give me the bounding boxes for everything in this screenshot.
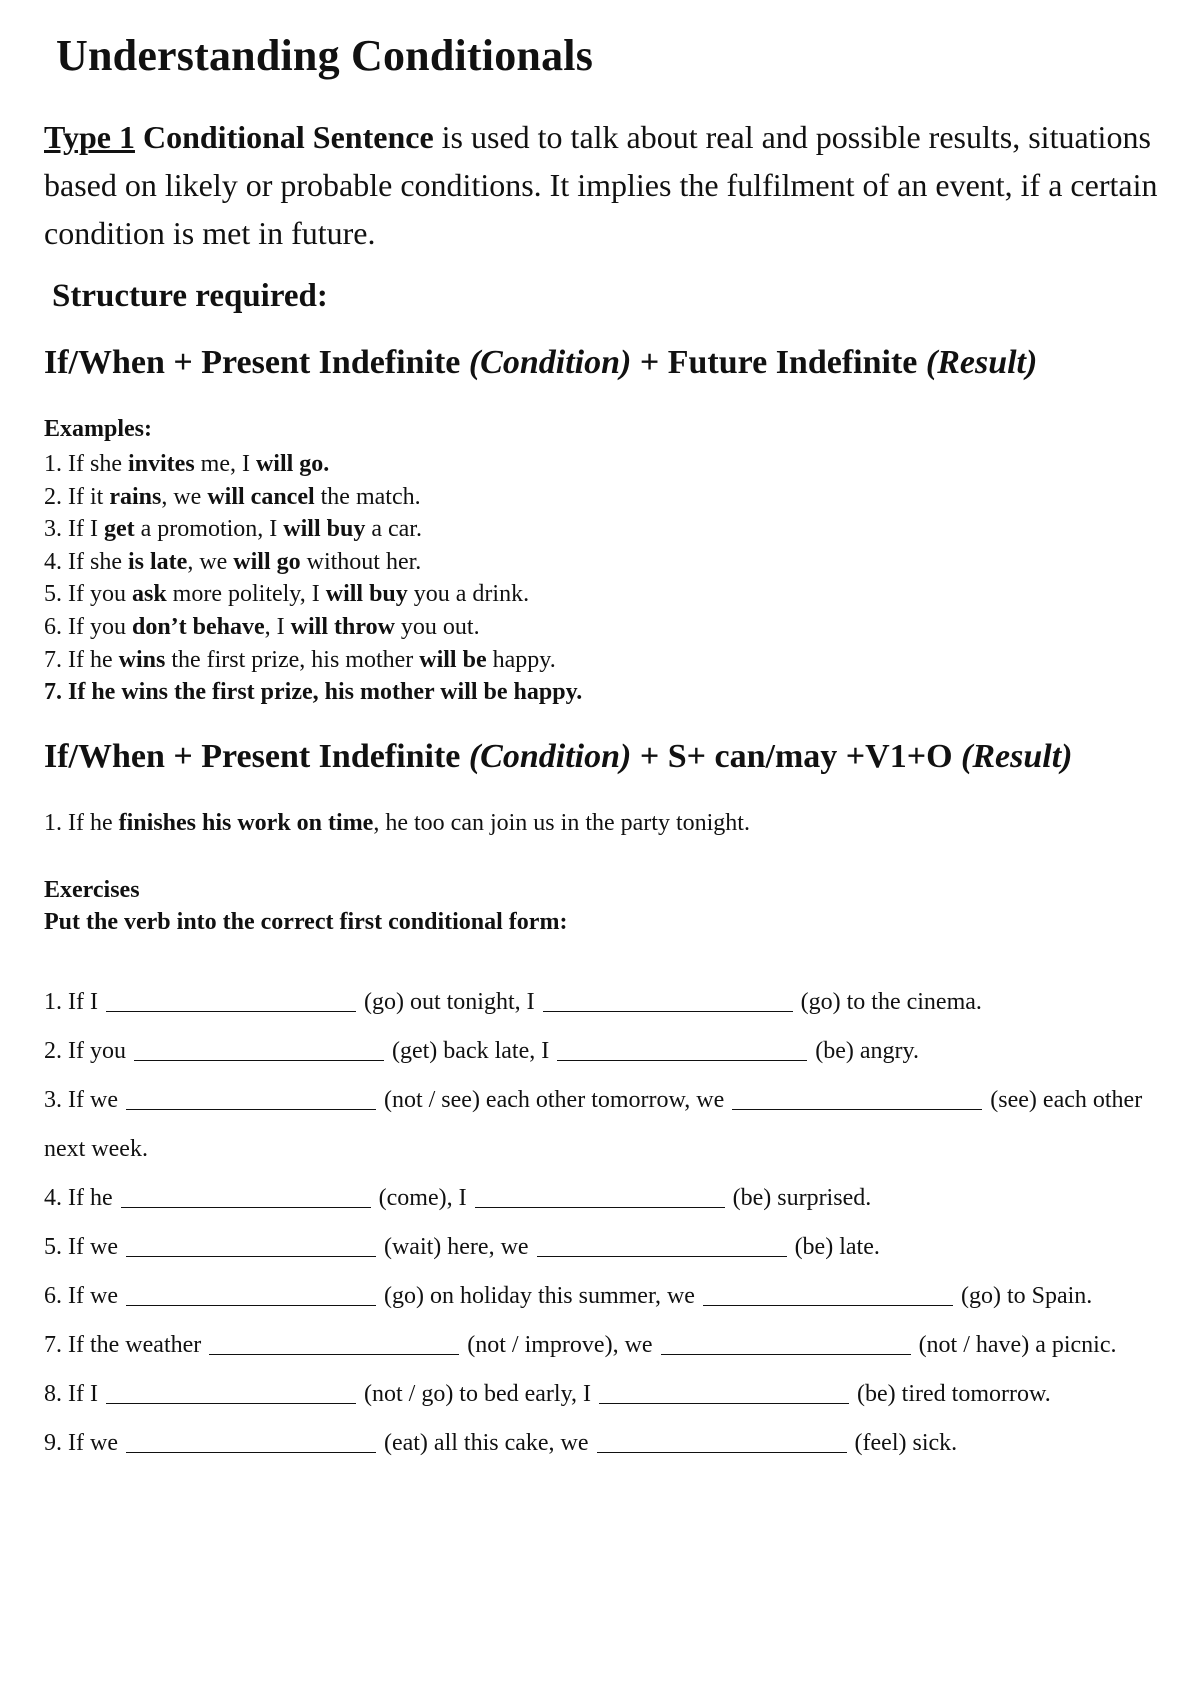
example-item xyxy=(44,546,582,579)
text-segment: 4. If she xyxy=(44,548,128,575)
text-segment: , he too can join us in the party tonight. xyxy=(373,810,750,836)
bold-segment: finishes his work on time xyxy=(118,810,374,836)
answer-blank[interactable] xyxy=(599,1402,849,1404)
exercise-text: (go) to Spain. xyxy=(960,1283,1093,1309)
exercise-text: (get) back late, I xyxy=(391,1038,550,1064)
bold-segment: invites xyxy=(127,451,195,477)
exercise-text: 9. If we xyxy=(44,1430,118,1456)
bold-segment: is late xyxy=(127,548,188,575)
exercise-text: (see) each other next week. xyxy=(44,1087,1143,1162)
bold-segment: will buy xyxy=(283,516,366,543)
text-segment: 7. If he xyxy=(44,646,119,673)
exercise-text: (not / improve), we xyxy=(467,1332,653,1358)
bold-segment: ask xyxy=(131,581,167,608)
answer-blank[interactable] xyxy=(661,1353,911,1355)
bold-segment: 7. If he wins the first prize, his mother will be happy. xyxy=(44,679,583,706)
exercise-text: (be) surprised. xyxy=(732,1185,872,1211)
exercise-text: (not / have) a picnic. xyxy=(918,1332,1117,1358)
exercise-item xyxy=(44,1223,1164,1272)
exercise-text: (go) on holiday this summer, we xyxy=(383,1283,695,1309)
exercise-text: (feel) sick. xyxy=(854,1430,958,1456)
answer-blank[interactable] xyxy=(126,1108,376,1110)
text-segment: 3. If I xyxy=(44,516,104,543)
exercise-item xyxy=(44,1321,1164,1370)
text-segment: without her. xyxy=(300,548,422,575)
exercise-text: (be) late. xyxy=(794,1234,880,1260)
intro-text: is used to talk about real and possible results, situations based on likely or probable conditions. It implies the fulfilment of an event, if a certain condition is met in future. xyxy=(44,119,1158,251)
answer-blank[interactable] xyxy=(134,1059,384,1061)
example-item xyxy=(44,481,582,514)
text-segment: , we xyxy=(161,483,208,510)
answer-blank[interactable] xyxy=(537,1255,787,1257)
exercise-text: (wait) here, we xyxy=(383,1234,529,1260)
structure-label: Structure required: xyxy=(52,278,328,314)
formula-result-tag: (Result) xyxy=(925,344,1038,381)
formula-result-tag: (Result) xyxy=(961,738,1073,775)
example-item xyxy=(44,513,582,546)
bold-segment: wins xyxy=(118,646,166,673)
formula-condition-tag: (Condition) xyxy=(468,344,632,381)
text-segment: you out. xyxy=(394,613,480,640)
examples-label: Examples: xyxy=(44,416,152,442)
text-segment: 1. If he xyxy=(44,810,119,836)
exercise-text: (eat) all this cake, we xyxy=(383,1430,589,1456)
answer-blank[interactable] xyxy=(126,1255,376,1257)
exercise-text: (be) angry. xyxy=(815,1038,919,1064)
answer-blank[interactable] xyxy=(126,1451,376,1453)
text-segment: 5. If you xyxy=(44,581,132,608)
text-segment: the match. xyxy=(314,483,421,510)
term-label: Conditional Sentence xyxy=(142,119,434,155)
exercise-item xyxy=(44,1370,1164,1419)
formula-condition-tag: (Condition) xyxy=(468,738,632,775)
answer-blank[interactable] xyxy=(106,1402,356,1404)
exercise-text: 1. If I xyxy=(44,989,98,1015)
example-item xyxy=(44,676,582,709)
exercise-text: 2. If you xyxy=(44,1038,126,1064)
modal-example xyxy=(44,810,750,837)
exercise-text: 5. If we xyxy=(44,1234,118,1260)
exercise-item xyxy=(44,1027,1164,1076)
exercise-text: 8. If I xyxy=(44,1381,98,1407)
text-segment: you a drink. xyxy=(407,581,530,608)
answer-blank[interactable] xyxy=(543,1010,793,1012)
text-segment: 2. If it xyxy=(44,483,110,510)
bold-segment: get xyxy=(103,516,135,543)
intro-paragraph xyxy=(44,113,1164,257)
exercise-text: 7. If the weather xyxy=(44,1332,202,1358)
bold-segment: don’t behave xyxy=(131,613,265,640)
exercise-item xyxy=(44,1076,1164,1174)
answer-blank[interactable] xyxy=(209,1353,459,1355)
exercise-text: (not / see) each other tomorrow, we xyxy=(383,1087,725,1113)
exercise-item xyxy=(44,1419,1164,1468)
exercise-text: (not / go) to bed early, I xyxy=(363,1381,592,1407)
exercise-text: 6. If we xyxy=(44,1283,118,1309)
example-item xyxy=(44,611,582,644)
text-segment: a car. xyxy=(365,516,422,543)
exercise-text: (come), I xyxy=(378,1185,467,1211)
example-item xyxy=(44,448,582,481)
answer-blank[interactable] xyxy=(121,1206,371,1208)
formula-part-result: + Future Indefinite xyxy=(639,344,918,381)
answer-blank[interactable] xyxy=(475,1206,725,1208)
exercises-instruction: Put the verb into the correct first conditional form: xyxy=(44,909,568,935)
answer-blank[interactable] xyxy=(703,1304,953,1306)
exercise-text: 4. If he xyxy=(44,1185,113,1211)
exercise-text: (go) out tonight, I xyxy=(363,989,535,1015)
text-segment: a promotion, I xyxy=(134,516,284,543)
answer-blank[interactable] xyxy=(732,1108,982,1110)
answer-blank[interactable] xyxy=(126,1304,376,1306)
text-segment: , we xyxy=(187,548,234,575)
formula-part-condition: If/When + Present Indefinite xyxy=(44,738,461,775)
exercise-text: (be) tired tomorrow. xyxy=(857,1381,1051,1407)
examples-list xyxy=(44,448,582,709)
page-title: Understanding Conditionals xyxy=(56,31,594,80)
exercise-item xyxy=(44,978,1164,1027)
bold-segment: will be xyxy=(419,646,487,673)
text-segment: happy. xyxy=(486,646,556,673)
bold-segment: will buy xyxy=(325,581,408,608)
formula-part-result: + S+ can/may +V1+O xyxy=(639,738,953,775)
formula-modal xyxy=(44,738,1072,776)
exercise-list xyxy=(44,978,1164,1468)
type-label: Type 1 xyxy=(44,119,135,155)
answer-blank[interactable] xyxy=(557,1059,807,1061)
exercise-text: 3. If we xyxy=(44,1087,118,1113)
formula-part-condition: If/When + Present Indefinite xyxy=(44,344,461,381)
exercises-title: Exercises xyxy=(44,877,140,903)
text-segment: , I xyxy=(264,613,291,640)
exercise-item xyxy=(44,1174,1164,1223)
bold-segment: will throw xyxy=(290,613,395,640)
text-segment: 6. If you xyxy=(44,613,132,640)
example-item xyxy=(44,644,582,677)
answer-blank[interactable] xyxy=(106,1010,356,1012)
formula-future xyxy=(44,344,1037,382)
example-item xyxy=(44,578,582,611)
text-segment: the first prize, his mother xyxy=(165,646,420,673)
bold-segment: will cancel xyxy=(207,483,315,510)
exercise-item xyxy=(44,1272,1164,1321)
bold-segment: will go. xyxy=(255,451,330,477)
exercise-text: (go) to the cinema. xyxy=(800,989,982,1015)
bold-segment: will go xyxy=(233,548,301,575)
text-segment: more politely, I xyxy=(166,581,326,608)
text-segment: me, I xyxy=(194,451,256,477)
bold-segment: rains xyxy=(109,483,162,510)
answer-blank[interactable] xyxy=(597,1451,847,1453)
text-segment: 1. If she xyxy=(44,451,128,477)
